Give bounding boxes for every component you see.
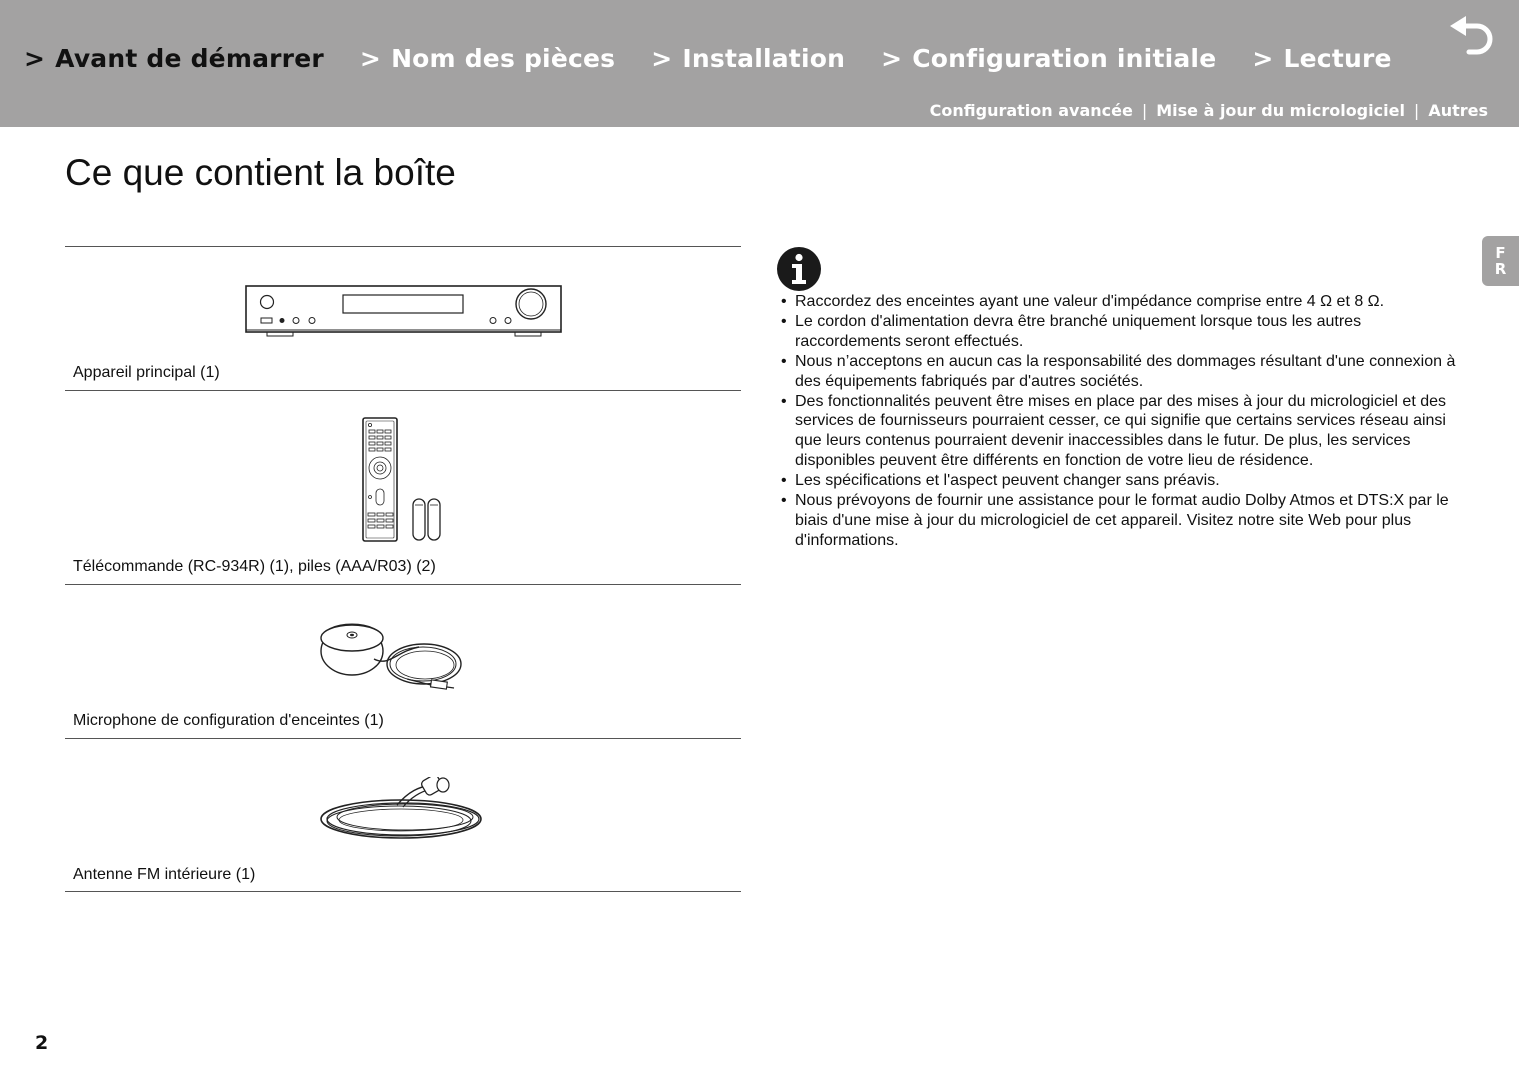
page-number: 2: [35, 1032, 49, 1054]
fm-antenna-icon: [319, 777, 487, 843]
language-tab-letter: F: [1495, 244, 1506, 262]
nav-configuration-initiale[interactable]: [881, 44, 1216, 73]
nav-nom-des-pieces[interactable]: [360, 44, 615, 73]
note-item: • Les spécifications et l'aspect peuvent changer sans préavis.: [781, 471, 1461, 491]
nav-label: Lecture: [1283, 44, 1392, 73]
list-item: [65, 738, 741, 892]
main-nav: [24, 44, 1428, 73]
item-label: Télécommande (RC-934R) (1), piles (AAA/R03) (2): [73, 558, 436, 575]
language-tab-letter: R: [1494, 260, 1507, 278]
nav-label: Installation: [682, 44, 846, 73]
header-bar: [0, 0, 1519, 127]
note-item: • Le cordon d'alimentation devra être branché uniquement lorsque tous les autres raccordements seront effectués.: [781, 312, 1461, 352]
note-item: • Nous n’acceptons en aucun cas la responsabilité des dommages résultant d'une connexion à des équipements fabriqués par d'autres sociétés.: [781, 352, 1461, 392]
list-item: [65, 584, 741, 738]
nav-avant-de-demarrer[interactable]: [24, 44, 324, 73]
item-label: Appareil principal (1): [73, 364, 220, 381]
nav-chevron: >: [24, 44, 46, 73]
list-item: [65, 390, 741, 584]
nav-chevron: >: [651, 44, 673, 73]
notes-list: [781, 292, 1461, 551]
note-item: • Des fonctionnalités peuvent être mises en place par des mises à jour du micrologiciel et des services de fournisseurs pourraient cesser, ce qui signifie que certains services réseau ainsi que leurs contenus pourraient devenir inaccessibles dans le futur. De plus, les services disponibles peuvent être différents en fonction de votre lieu de résidence.: [781, 392, 1461, 472]
subnav-separator: |: [1413, 101, 1420, 120]
microphone-icon: [319, 621, 467, 693]
subnav-configuration-avancee[interactable]: Configuration avancée: [929, 101, 1133, 120]
note-item: • Nous prévoyons de fournir une assistance pour le format audio Dolby Atmos et DTS:X par le biais d'une mise à jour du micrologiciel de cet appareil. Visitez notre site Web pour plus d'informations.: [781, 491, 1461, 551]
info-icon: [776, 246, 822, 292]
nav-label: Configuration initiale: [912, 44, 1217, 73]
subnav-autres[interactable]: Autres: [1428, 101, 1488, 120]
return-arrow-icon[interactable]: [1447, 14, 1499, 60]
nav-chevron: >: [1252, 44, 1274, 73]
language-tab: [1482, 236, 1519, 286]
nav-chevron: >: [359, 44, 382, 73]
sub-nav: [930, 101, 1488, 120]
list-item: [65, 246, 741, 390]
nav-chevron: >: [881, 44, 903, 73]
item-label: Antenne FM intérieure (1): [73, 866, 256, 883]
nav-installation[interactable]: [651, 44, 845, 73]
subnav-mise-a-jour[interactable]: Mise à jour du micrologiciel: [1156, 101, 1405, 120]
box-contents-list: [65, 246, 741, 892]
nav-lecture[interactable]: [1252, 44, 1391, 73]
item-label: Microphone de configuration d'enceintes (1): [73, 712, 384, 729]
subnav-separator: |: [1141, 101, 1148, 120]
remote-batteries-icon: [361, 417, 449, 543]
receiver-icon: [245, 284, 563, 338]
nav-label: Avant de démarrer: [55, 44, 324, 73]
note-item: • Raccordez des enceintes ayant une valeur d'impédance comprise entre 4 Ω et 8 Ω.: [781, 292, 1461, 312]
page-title: Ce que contient la boîte: [65, 152, 456, 193]
nav-label: Nom des pièces: [391, 44, 616, 73]
